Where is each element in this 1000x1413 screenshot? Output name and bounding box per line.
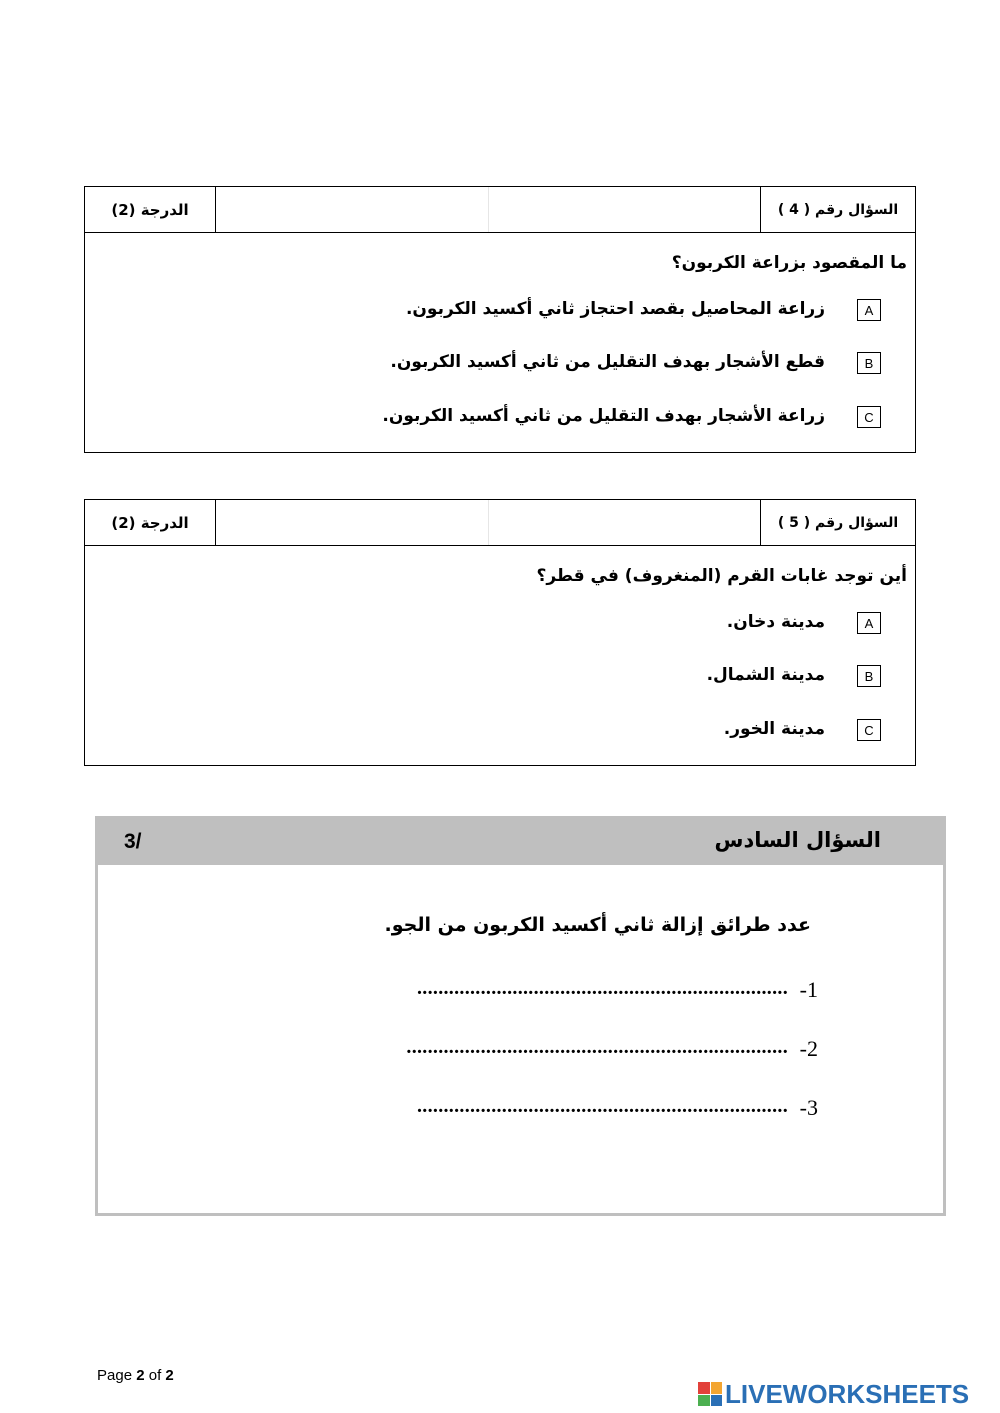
- answer-line-number: -2: [799, 1036, 818, 1061]
- option-text: مدينة دخان.: [726, 612, 825, 632]
- question-4-option-a[interactable]: [121, 299, 881, 323]
- question-4-header: [85, 187, 915, 233]
- question-5-text: أين توجد غابات القرم (المنغروف) في قطر؟: [536, 566, 907, 586]
- answer-line-3[interactable]: [208, 1095, 818, 1125]
- page-number: [97, 1367, 174, 1384]
- logo-square-green: [698, 1395, 710, 1407]
- question-6-title: السؤال السادس: [714, 828, 881, 852]
- question-5-header: [85, 500, 915, 546]
- question-6-score: 3/: [124, 830, 142, 853]
- question-6-header-bar: [98, 819, 943, 865]
- question-4-text: ما المقصود بزراعة الكربون؟: [671, 253, 907, 273]
- question-4-number: السؤال رقم ( 4 ): [760, 187, 915, 232]
- liveworksheets-wordmark: LIVEWORKSHEETS: [725, 1378, 970, 1409]
- answer-line-1[interactable]: [208, 977, 818, 1007]
- question-4-grade: الدرجة (2): [85, 187, 216, 232]
- option-text: مدينة الشمال.: [706, 665, 825, 685]
- question-5-grade: الدرجة (2): [85, 500, 216, 545]
- question-5-box: [84, 499, 916, 766]
- answer-line-2[interactable]: [198, 1036, 818, 1066]
- option-letter-box[interactable]: C: [857, 406, 881, 428]
- question-6-box: [95, 816, 946, 1216]
- option-text: زراعة المحاصيل بقصد احتجاز ثاني أكسيد الكربون.: [405, 299, 825, 319]
- question-5-option-b[interactable]: [121, 665, 881, 689]
- logo-square-red: [698, 1382, 710, 1394]
- answer-dotted-field[interactable]: ........................................................................: [406, 1036, 788, 1058]
- page-of: of: [148, 1367, 162, 1384]
- logo-square-blue: [711, 1395, 723, 1407]
- option-letter-box[interactable]: A: [857, 612, 881, 634]
- question-5-number: السؤال رقم ( 5 ): [760, 500, 915, 545]
- option-letter-box[interactable]: A: [857, 299, 881, 321]
- liveworksheets-brand[interactable]: [698, 1378, 969, 1410]
- liveworksheets-logo-icon: [698, 1382, 722, 1406]
- question-4-option-c[interactable]: [121, 406, 881, 430]
- option-text: قطع الأشجار بهدف التقليل من ثاني أكسيد الكربون.: [390, 352, 825, 372]
- question-5-option-a[interactable]: [121, 612, 881, 636]
- logo-square-orange: [711, 1382, 723, 1394]
- answer-line-number: -3: [799, 1095, 818, 1120]
- question-4-header-blank: [216, 187, 489, 232]
- question-4-box: [84, 186, 916, 453]
- question-6-prompt: عدد طرائق إزالة ثاني أكسيد الكربون من الجو.: [384, 914, 811, 936]
- option-letter-box[interactable]: C: [857, 719, 881, 741]
- page-current: 2: [136, 1367, 145, 1384]
- page-prefix: Page: [97, 1367, 133, 1384]
- answer-dotted-field[interactable]: ......................................................................: [417, 1095, 788, 1117]
- question-4-option-b[interactable]: [121, 352, 881, 376]
- answer-line-number: -1: [799, 977, 818, 1002]
- option-text: مدينة الخور.: [723, 719, 825, 739]
- option-text: زراعة الأشجار بهدف التقليل من ثاني أكسيد الكربون.: [382, 406, 825, 426]
- question-5-option-c[interactable]: [121, 719, 881, 743]
- option-letter-box[interactable]: B: [857, 665, 881, 687]
- page-total: 2: [165, 1367, 174, 1384]
- option-letter-box[interactable]: B: [857, 352, 881, 374]
- question-5-header-blank: [216, 500, 489, 545]
- answer-dotted-field[interactable]: ......................................................................: [417, 977, 788, 999]
